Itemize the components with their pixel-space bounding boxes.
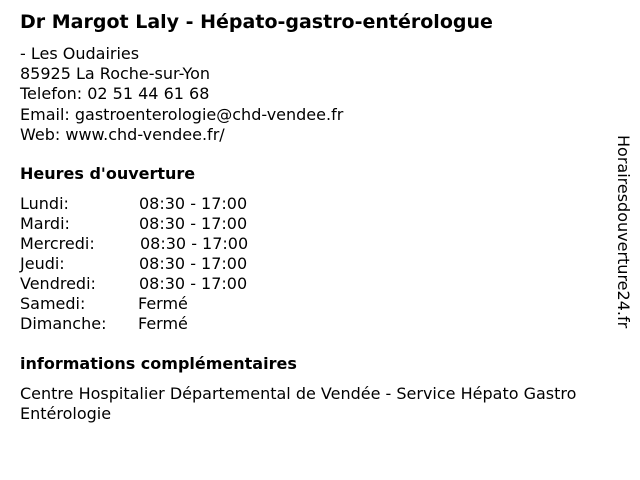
hours-row-monday (20, 194, 280, 214)
hours-time: Fermé (138, 314, 188, 333)
hours-day: Dimanche: (20, 314, 107, 333)
page-title: Dr Margot Laly - Hépato-gastro-entérologue (20, 11, 493, 33)
hours-row-saturday (20, 294, 280, 314)
hours-row-tuesday (20, 214, 280, 234)
address-line-street: - Les Oudairies (20, 44, 140, 63)
hours-day: Mardi: (20, 214, 70, 233)
hours-day: Lundi: (20, 194, 69, 213)
site-watermark: Horairesdouverture24.fr (614, 135, 633, 329)
hours-time: 08:30 - 17:00 (139, 194, 248, 213)
hours-row-wednesday (20, 234, 280, 254)
hours-time: 08:30 - 17:00 (139, 274, 248, 293)
hours-time: 08:30 - 17:00 (139, 254, 248, 273)
opening-hours-heading: Heures d'ouverture (20, 164, 196, 183)
hours-time: 08:30 - 17:00 (139, 214, 248, 233)
hours-day: Jeudi: (20, 254, 65, 273)
hours-day: Mercredi: (20, 234, 95, 253)
email-line: Email: gastroenterologie@chd-vendee.fr (20, 104, 344, 124)
address-block (20, 44, 343, 145)
hours-row-friday (20, 274, 280, 294)
phone-line: Telefon: 02 51 44 61 68 (20, 84, 210, 104)
address-line-city: 85925 La Roche-sur-Yon (20, 64, 211, 84)
hours-row-thursday (20, 254, 280, 274)
website-line: Web: www.chd-vendee.fr/ (20, 124, 225, 144)
hours-time: 08:30 - 17:00 (140, 234, 249, 253)
hours-day: Samedi: (20, 294, 86, 313)
additional-info-heading: informations complémentaires (20, 354, 297, 373)
opening-hours-table (20, 194, 280, 334)
hours-row-sunday (20, 314, 280, 334)
hours-time: Fermé (138, 294, 188, 313)
additional-info-text: Centre Hospitalier Départemental de Vendée - Service Hépato Gastro Entérologie (20, 384, 577, 423)
hours-day: Vendredi: (20, 274, 96, 293)
